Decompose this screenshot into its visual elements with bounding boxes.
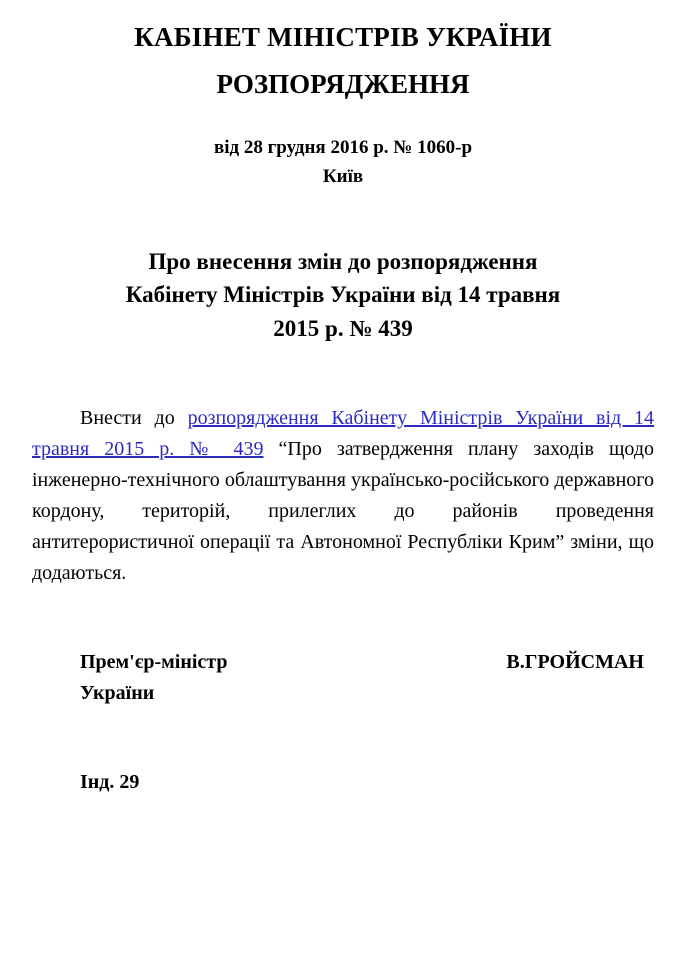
document-index: Інд. 29 <box>80 771 140 794</box>
body-lead-text: Внести до <box>80 407 188 430</box>
referenced-resolution-link[interactable]: розпорядження Кабінету Міністрів України від 14 травня 2015 р. № 439 <box>32 407 655 461</box>
signature-block <box>22 647 664 709</box>
document-date-number: від 28 грудня 2016 р. № 1060-р <box>213 137 473 159</box>
signatory-name: В.ГРОЙСМАН <box>506 651 644 674</box>
document-subject: Про внесення змін до розпорядження Кабінету Міністрів України від 14 травня 2015 р. № 439 <box>125 249 561 341</box>
signatory-title: Прем'єр-міністр України <box>80 651 228 705</box>
organization-title: КАБІНЕТ МІНІСТРІВ УКРАЇНИ <box>134 22 552 52</box>
document-type: РОЗПОРЯДЖЕННЯ <box>216 69 470 100</box>
document-header <box>22 0 664 191</box>
body-tail-text: “Про затвердження плану заходів щодо інженерно-технічного облаштування українсько-російського державного кордону, територій, прилеглих до районів проведення антитерористичної операції та Автономної Республіки Крим” зміни, що додаються. <box>32 438 654 585</box>
document-city: Київ <box>322 165 364 187</box>
document-body <box>22 403 664 589</box>
